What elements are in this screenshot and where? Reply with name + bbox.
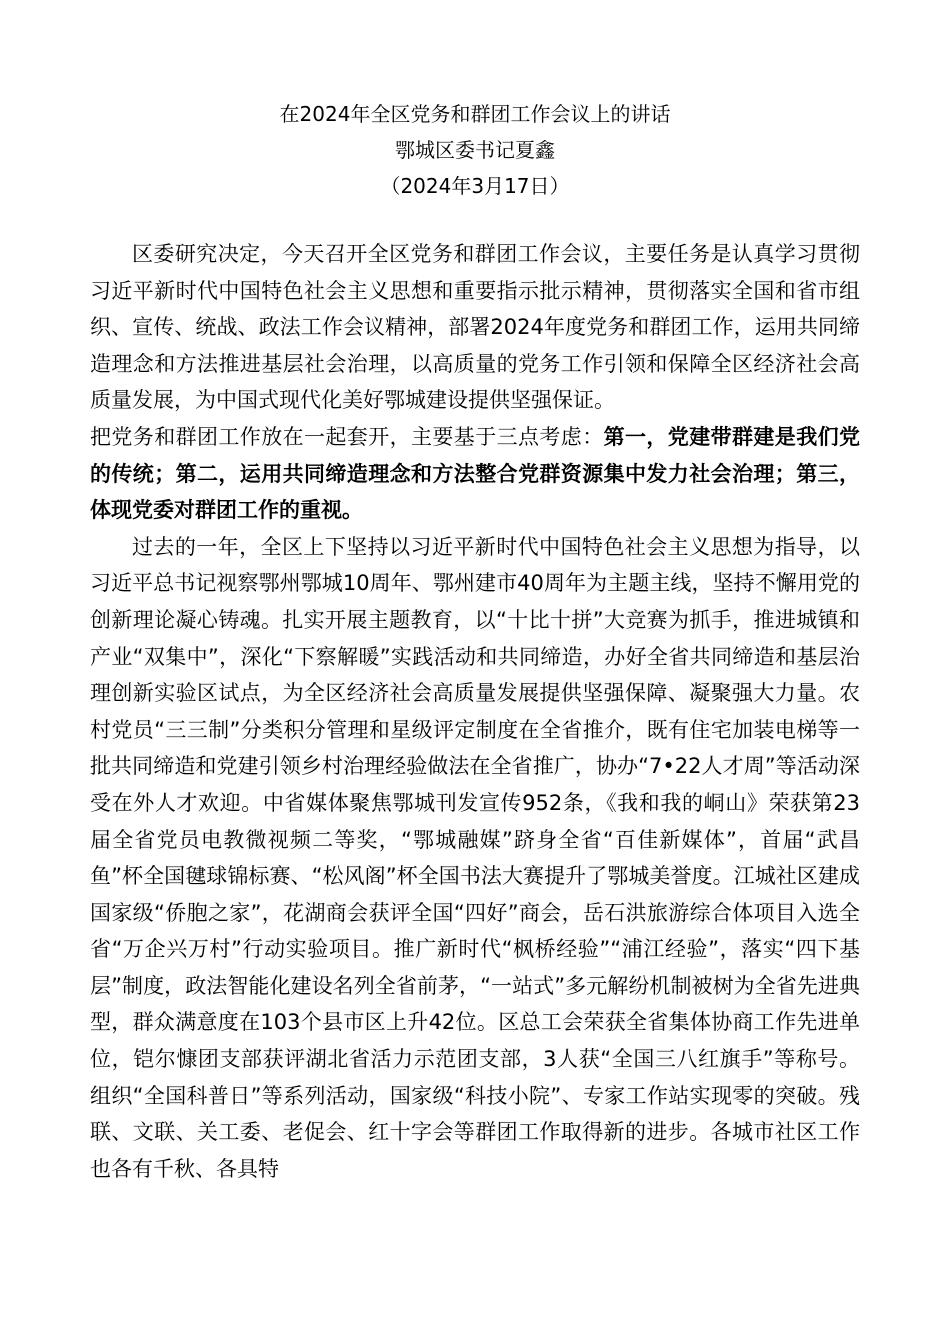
title-block (90, 96, 860, 204)
speaker-line: 鄂城区委书记夏鑫 (395, 138, 555, 162)
paragraph-2 (90, 419, 860, 529)
document-title: 在2024年全区党务和群团工作会议上的讲话 (279, 102, 671, 126)
document-page (90, 96, 860, 1187)
paragraph-1: 区委研究决定，今天召开全区党务和群团工作会议，主要任务是认真学习贯彻习近平新时代中国特色社会主义思想和重要指示批示精神，贯彻落实全国和省市组织、宣传、统战、政法工作会议精神，部署2024年度党务和群团工作，运用共同缔造理念和方法推进基层社会治理，以高质量的党务工作引领和保障全区经济社会高质量发展，为中国式现代化美好鄂城建设提供坚强保证。 (90, 242, 860, 413)
paragraph-2-intro: 把党务和群团工作放在一起套开，主要基于三点考虑： (90, 424, 604, 449)
date-line: （2024年3月17日） (380, 174, 570, 198)
document-body (90, 236, 860, 1187)
paragraph-3: 过去的一年，全区上下坚持以习近平新时代中国特色社会主义思想为指导，以习近平总书记视察鄂州鄂城10周年、鄂州建市40周年为主题主线，坚持不懈用党的创新理论凝心铸魂。扎实开展主题教育，以“十比十拼”大竞赛为抓手，推进城镇和产业“双集中”，深化“下察解暖”实践活动和共同缔造，办好全省共同缔造和基层治理创新实验区试点，为全区经济社会高质量发展提供坚强保障、凝聚强大力量。农村党员“三三制”分类积分管理和星级评定制度在全省推介，既有住宅加装电梯等一批共同缔造和党建引领乡村治理经验做法在全省推广，协办“7•22人才周”等活动深受在外人才欢迎。中省媒体聚焦鄂城刊发宣传952条，《我和我的峒山》荣获第23届全省党员电教微视频二等奖，“鄂城融媒”跻身全省“百佳新媒体”，首届“武昌鱼”杯全国毽球锦标赛、“松风阁”杯全国书法大赛提升了鄂城美誉度。江城社区建成国家级“侨胞之家”，花湖商会获评全国“四好”商会，岳石洪旅游综合体项目入选全省“万企兴万村”行动实验项目。推广新时代“枫桥经验”“浦江经验”，落实“四下基层”制度，政法智能化建设名列全省前茅，“一站式”多元解纷机制被树为全省先进典型，群众满意度在103个县市区上升42位。区总工会荣获全省集体协商工作先进单位，铠尔慷团支部获评湖北省活力示范团支部，3人获“全国三八红旗手”等称号。组织“全国科普日”等系列活动，国家级“科技小院”、专家工作站实现零的突破。残联、文联、关工委、老促会、红十字会等群团工作取得新的进步。各城市社区工作也各有千秋、各具特 (90, 534, 860, 1181)
paragraph-2-emphasis: 第一，党建带群建是我们党的传统；第二，运用共同缔造理念和方法整合党群资源集中发力社会治理；第三，体现党委对群团工作的重视。 (90, 424, 861, 523)
